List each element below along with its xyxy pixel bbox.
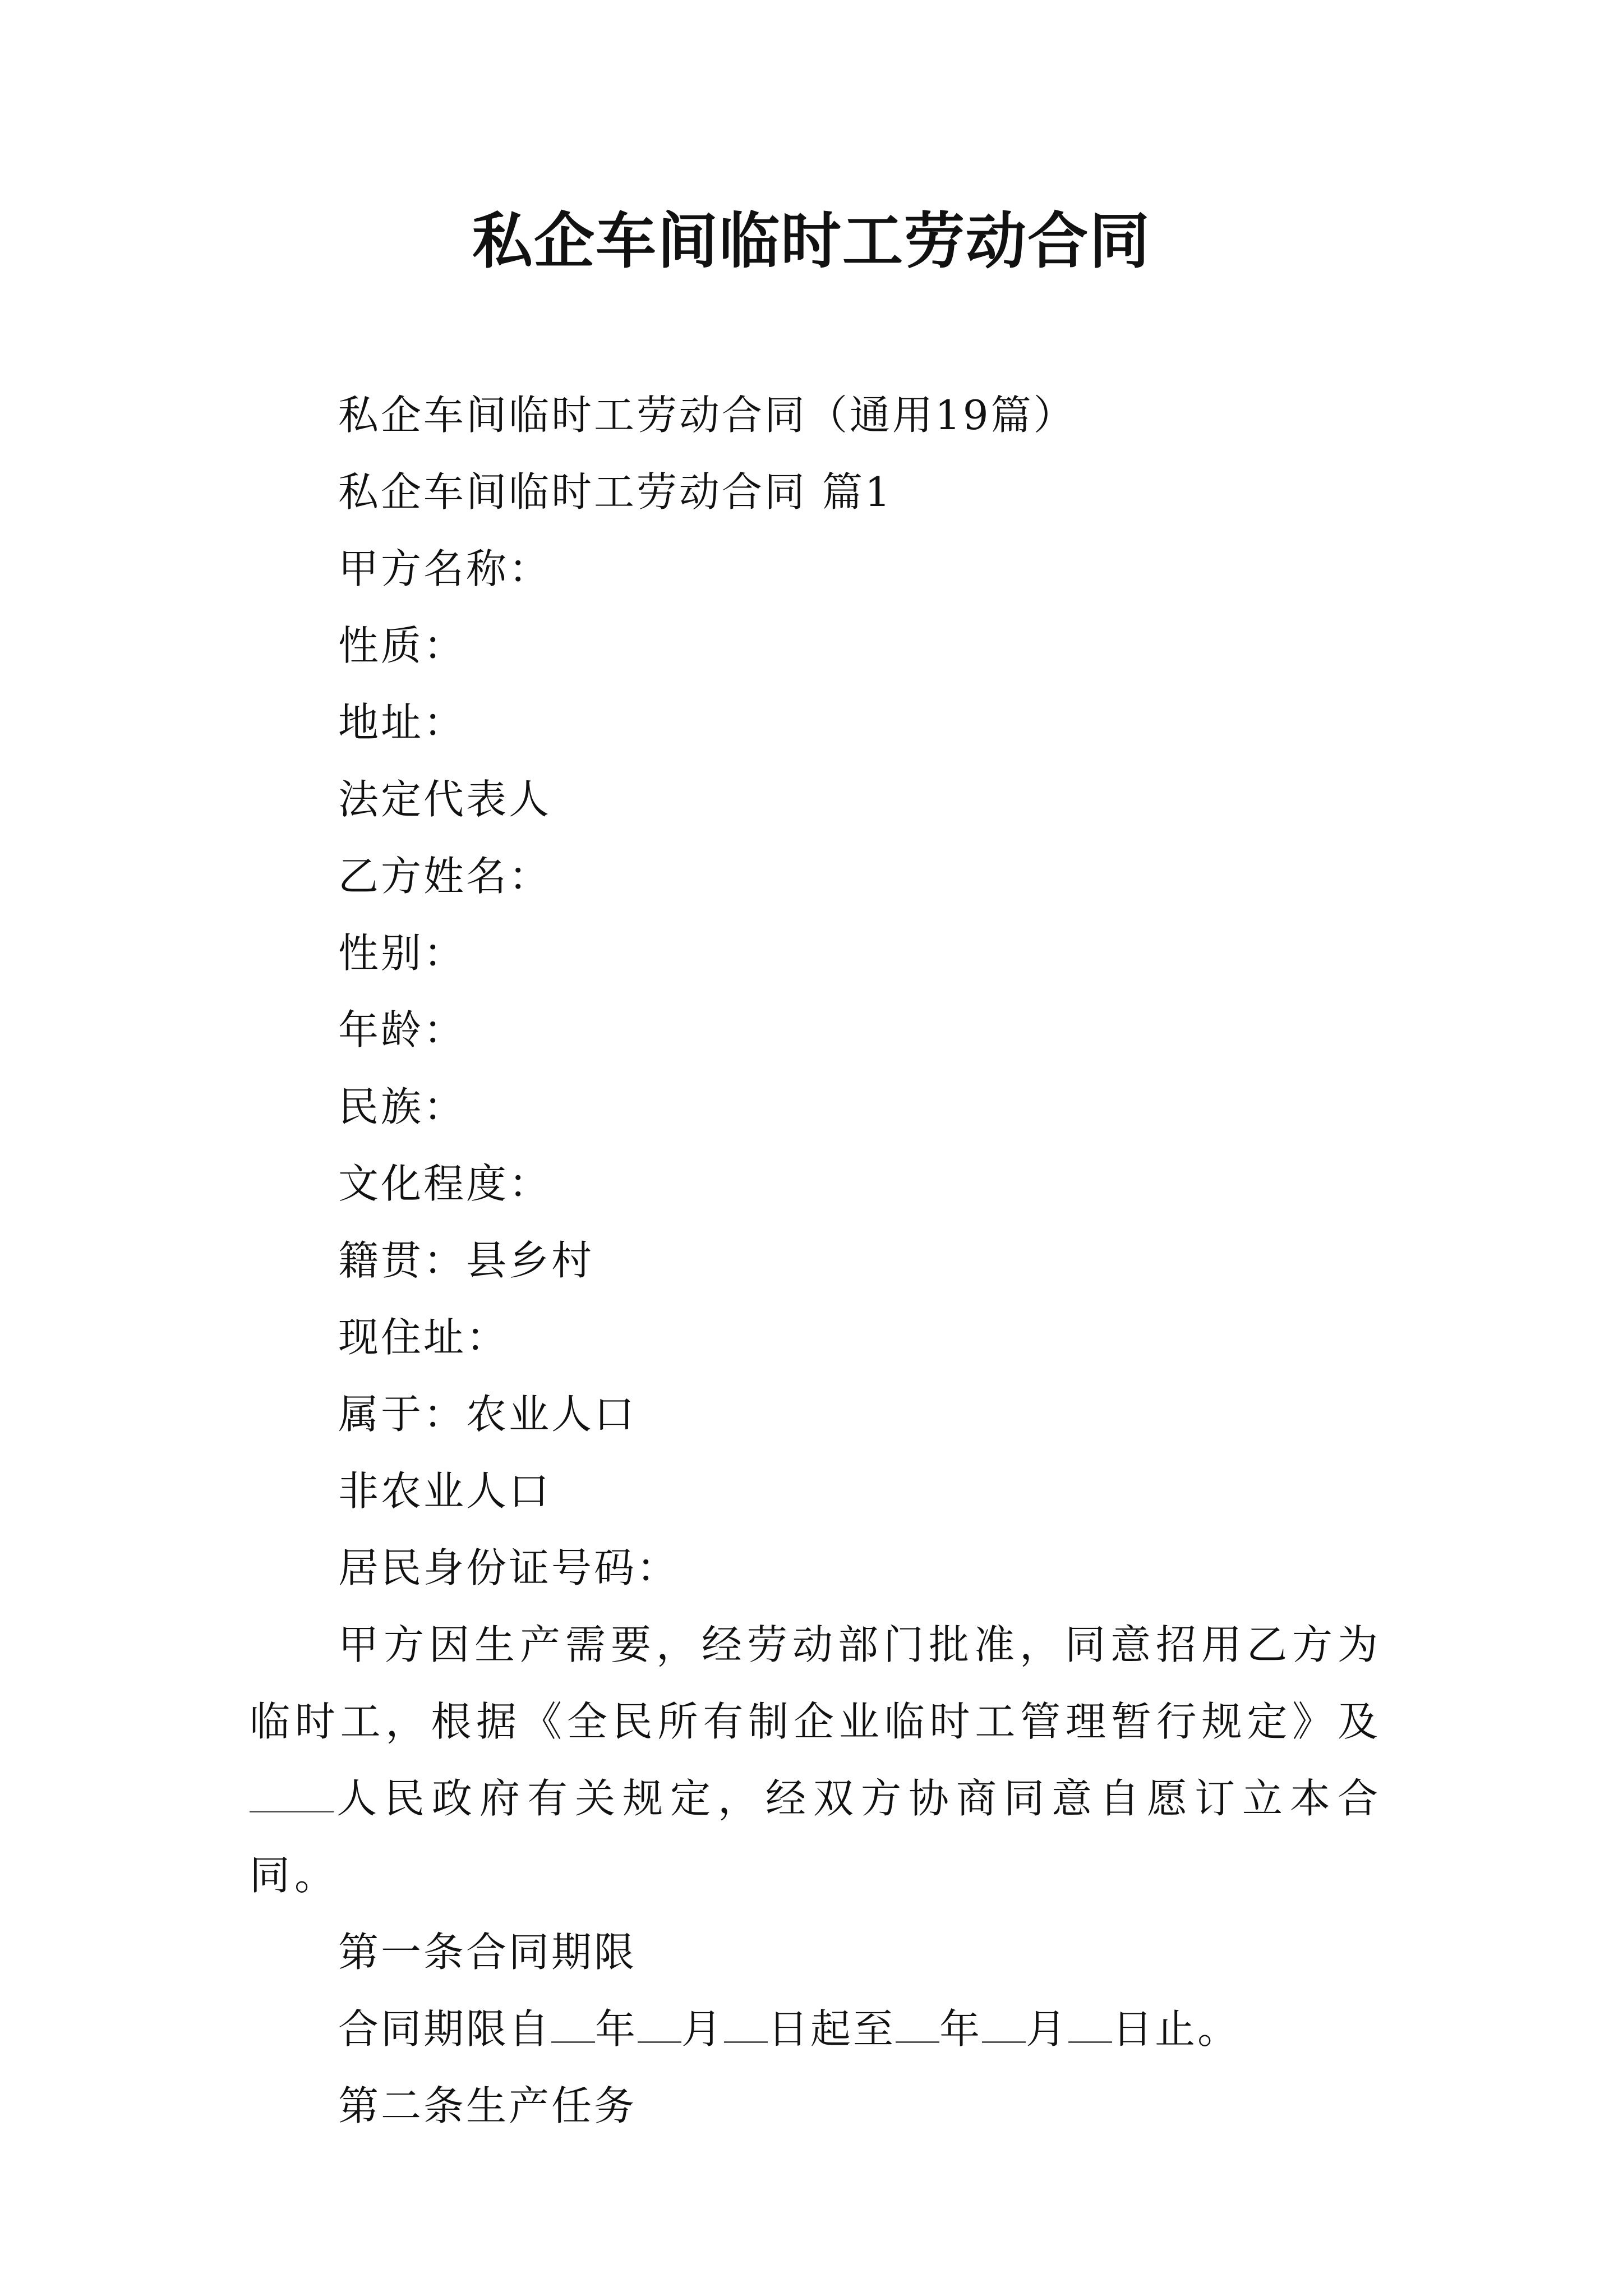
- field-party-b-name: 乙方姓名：: [338, 853, 552, 900]
- field-address: 地址：: [338, 699, 467, 746]
- term-year-label: 年: [595, 2005, 638, 2053]
- field-native-place: 籍贯：县乡村: [338, 1237, 594, 1284]
- field-household-non-agricultural: 非农业人口: [338, 1467, 552, 1515]
- term-year-label-2: 年: [939, 2005, 983, 2053]
- document-subtitle: 私企车间临时工劳动合同（通用19篇）: [338, 392, 1076, 439]
- article-2-heading: 第二条生产任务: [338, 2082, 637, 2129]
- intro-paragraph: [250, 1607, 1382, 1914]
- field-legal-representative: 法定代表人: [338, 776, 552, 823]
- blank-end-day: [1068, 2007, 1112, 2043]
- term-month-label-2: 月: [1026, 2005, 1069, 2053]
- field-id-number: 居民身份证号码：: [338, 1544, 680, 1591]
- term-prefix: 合同期限自: [338, 2005, 552, 2053]
- document-body: [250, 377, 1382, 2145]
- term-month-label: 月: [681, 2005, 725, 2053]
- field-household-agricultural: 属于：农业人口: [338, 1391, 637, 1438]
- contract-term-line: [250, 1991, 1382, 2068]
- document-title: 私企车间临时工劳动合同: [472, 206, 1151, 277]
- term-day-from-label: 日起至: [768, 2005, 896, 2053]
- field-current-address: 现住址：: [338, 1314, 509, 1361]
- blank-end-year: [896, 2007, 939, 2043]
- article-1-heading: 第一条合同期限: [338, 1929, 637, 1976]
- intro-text-part2: 人民政府有关规定，经双方协商同意自愿订立本合同。: [250, 1775, 1382, 1899]
- field-nature: 性质：: [338, 622, 467, 669]
- term-day-to-label: 日止。: [1112, 2005, 1241, 2053]
- blank-start-day: [724, 2007, 768, 2043]
- field-ethnicity: 民族：: [338, 1083, 467, 1130]
- blank-start-year: [551, 2007, 595, 2043]
- blank-end-month: [982, 2007, 1026, 2043]
- intro-text-part1: 甲方因生产需要，经劳动部门批准，同意招用乙方为临时工，根据《全民所有制企业临时工管理暂行规定》及: [250, 1621, 1382, 1745]
- field-party-a-name: 甲方名称：: [338, 545, 552, 592]
- blank-start-month: [638, 2007, 681, 2043]
- section-heading: 私企车间临时工劳动合同 篇1: [338, 468, 893, 516]
- field-age: 年龄：: [338, 1006, 467, 1053]
- field-education: 文化程度：: [338, 1160, 552, 1207]
- blank-government: [250, 1777, 334, 1812]
- field-gender: 性别：: [338, 930, 467, 977]
